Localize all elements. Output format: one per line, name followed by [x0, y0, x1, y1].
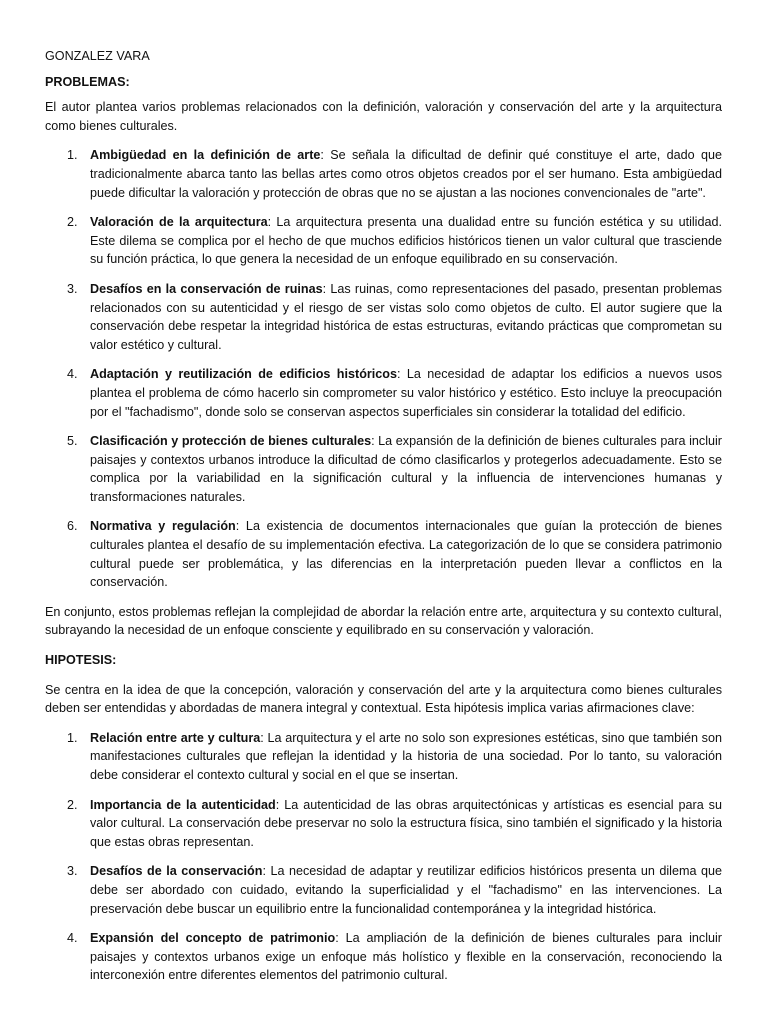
list-item — [45, 929, 722, 985]
hypothesis-intro: Se centra en la idea de que la concepción, valoración y conservación del arte y la arquitectura como bienes culturales deben ser entendidas y abordadas de manera integral y contextual. Esta hipótesis implica varias afirmaciones clave: — [45, 682, 722, 716]
problems-intro: El autor plantea varios problemas relacionados con la definición, valoración y conservación del arte y la arquitectura como bienes culturales. — [45, 100, 722, 133]
item-number: 4. — [67, 367, 78, 382]
item-number: 6. — [67, 519, 78, 534]
item-term: Desafíos de la conservación — [90, 864, 263, 879]
list-item — [45, 796, 722, 852]
author-name: GONZALEZ VARA — [45, 49, 150, 63]
item-term: Importancia de la autenticidad — [90, 797, 276, 812]
item-term: Clasificación y protección de bienes culturales — [90, 434, 372, 449]
item-text: : La arquitectura y el arte no solo son expresiones estéticas, sino que también son manifestaciones culturales que reflejan la identidad y la historia de una sociedad. Por lo tanto, su valoración debe considerar el contexto cultural y social en el que se insertan. — [90, 730, 722, 782]
item-text: : Las ruinas, como representaciones del pasado, presentan problemas relacionados con su autenticidad y el riesgo de ser vistas solo como objetos de culto. El autor sugiere que la conservación debe respetar la integridad histórica de estas estructuras, evitando prácticas que comprometan su valor estético y cultural. — [90, 281, 722, 352]
item-text: : Se señala la dificultad de definir qué constituye el arte, dado que tradicionalmente abarca tanto las bellas artes como otros objetos creados por el ser humano. Esta ambigüedad puede dificultar la valoración y protección de obras que no se ajustan a las nociones convencionales de "arte". — [90, 148, 722, 200]
list-item — [45, 432, 722, 506]
item-term: Ambigüedad en la definición de arte — [90, 148, 321, 163]
list-item — [45, 862, 722, 918]
item-term: Relación entre arte y cultura — [90, 730, 261, 745]
item-term: Desafíos en la conservación de ruinas — [90, 281, 323, 296]
item-term: Adaptación y reutilización de edificios históricos — [90, 367, 397, 382]
item-text: : La arquitectura presenta una dualidad entre su función estética y su utilidad. Este dilema se complica por el hecho de que muchos edificios históricos tienen un valor cultural que trasciende su función práctica, lo que genera la necesidad de un enfoque equilibrado en su conservación. — [90, 215, 722, 267]
list-item — [45, 280, 722, 354]
item-text: : La existencia de documentos internacionales que guían la protección de bienes culturales plantea el desafío de su implementación efectiva. La categorización de lo que se considera patrimonio cultural puede ser problemática, y las diferencias en la interpretación pueden llevar a conflictos en la conservación. — [90, 519, 722, 590]
list-item — [45, 146, 722, 202]
item-term: Normativa y regulación — [90, 519, 236, 534]
item-text: : La expansión de la definición de bienes culturales para incluir paisajes y contextos urbanos introduce la dificultad de cómo clasificarlos y protegerlos adecuadamente. Esto se complica por la variabilidad en la significación cultural y la influencia de intervenciones humanas y transformaciones naturales. — [90, 434, 722, 504]
item-number: 2. — [67, 215, 78, 230]
item-term: Valoración de la arquitectura — [90, 215, 268, 230]
item-text: : La necesidad de adaptar y reutilizar edificios históricos presenta un dilema que debe ser abordado con cuidado, evitando la superficialidad y el "fachadismo" en las intervenciones. La preservación debe buscar un equilibrio entre la funcionalidad contemporánea y la integridad histórica. — [90, 864, 723, 916]
list-item — [45, 729, 722, 785]
item-number: 4. — [67, 931, 78, 946]
item-number: 2. — [67, 797, 78, 812]
problems-list — [45, 146, 722, 591]
hypothesis-heading: HIPOTESIS: — [45, 653, 117, 668]
item-number: 5. — [67, 434, 78, 449]
item-text: : La ampliación de la definición de bienes culturales para incluir paisajes y contextos urbanos exige un enfoque más holístico y flexible en la conservación, reconociendo la interconexión entre diferentes elementos del patrimonio cultural. — [90, 931, 722, 983]
problems-heading: PROBLEMAS: — [45, 74, 130, 89]
item-number: 3. — [67, 864, 78, 879]
hypothesis-list — [45, 729, 722, 985]
item-number: 1. — [67, 148, 78, 163]
item-number: 3. — [67, 281, 78, 296]
list-item — [45, 365, 722, 421]
list-item — [45, 517, 722, 591]
list-item — [45, 213, 722, 269]
item-term: Expansión del concepto de patrimonio — [90, 931, 336, 946]
item-number: 1. — [67, 730, 78, 745]
item-text: : La autenticidad de las obras arquitectónicas y artísticas es esencial para su valor cultural. La conservación debe preservar no solo la estructura física, sino también el significado y la historia que estas obras representan. — [90, 797, 722, 849]
item-text: : La necesidad de adaptar los edificios a nuevos usos plantea el problema de cómo hacerlo sin comprometer su valor histórico y estético. Esto incluye la preocupación por el "fachadismo", donde solo se conservan aspectos superficiales sin considerar la totalidad del edificio. — [90, 367, 722, 419]
problems-conclusion: En conjunto, estos problemas reflejan la complejidad de abordar la relación entre arte, arquitectura y su contexto cultural, subrayando la necesidad de un enfoque consciente y equilibrado en su conservación y valoración. — [45, 604, 722, 638]
